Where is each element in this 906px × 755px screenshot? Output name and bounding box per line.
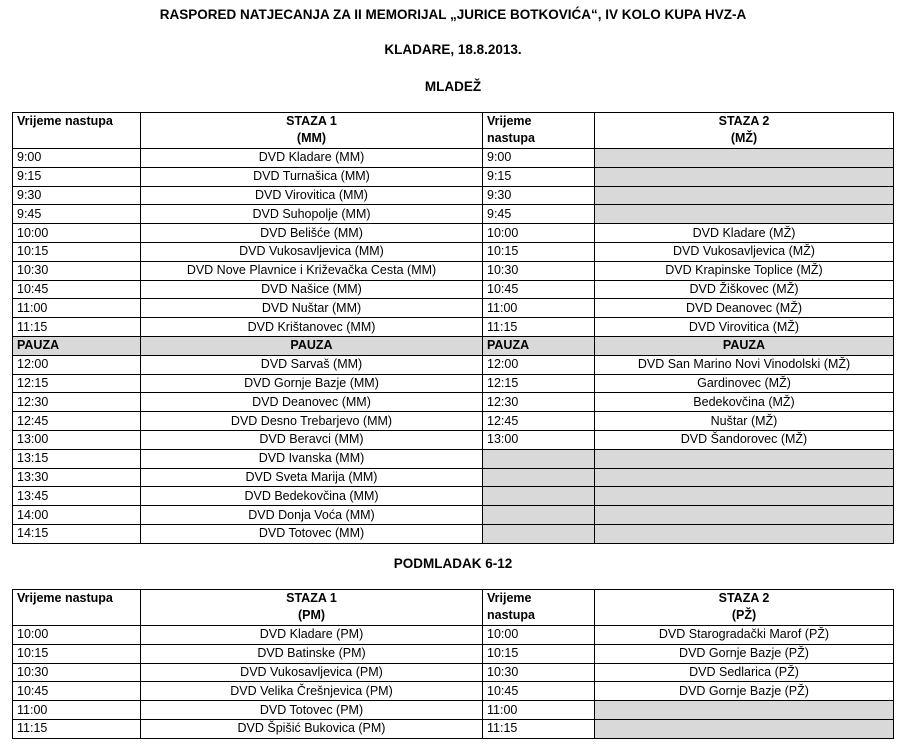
time-cell-track-1: 9:15 — [13, 167, 141, 186]
team-cell-track-2: DVD Sedlarica (PŽ) — [595, 663, 894, 682]
team-cell-track-1: PAUZA — [141, 336, 483, 355]
pause-row — [13, 336, 894, 355]
table-row — [13, 280, 894, 299]
time-cell-track-1: 13:15 — [13, 449, 141, 468]
team-cell-track-2: DVD Gornje Bazje (PŽ) — [595, 682, 894, 701]
time-cell-track-2: 12:00 — [483, 355, 595, 374]
time-cell-track-1: 13:00 — [13, 430, 141, 449]
team-cell-track-2 — [595, 205, 894, 224]
time-cell-track-1: 13:45 — [13, 487, 141, 506]
team-cell-track-1: DVD Bedekovčina (MM) — [141, 487, 483, 506]
time-cell-track-2: 10:30 — [483, 663, 595, 682]
time-cell-track-1: 11:15 — [13, 719, 141, 738]
table-row — [13, 626, 894, 645]
table-header-row — [13, 590, 894, 626]
team-cell-track-2: DVD San Marino Novi Vinodolski (MŽ) — [595, 355, 894, 374]
time-cell-track-1: 11:00 — [13, 299, 141, 318]
team-cell-track-1: DVD Desno Trebarjevo (MM) — [141, 412, 483, 431]
time-cell-track-1: 10:15 — [13, 644, 141, 663]
table-row — [13, 412, 894, 431]
document-title: RASPORED NATJECANJA ZA II MEMORIJAL „JURICE BOTKOVIĆA“, IV KOLO KUPA HVZ-A — [159, 7, 747, 22]
time-cell-track-1: 12:00 — [13, 355, 141, 374]
time-cell-track-1: 14:00 — [13, 506, 141, 525]
header-track-2: STAZA 2 (PŽ) — [595, 590, 894, 626]
time-cell-track-2: 10:00 — [483, 224, 595, 243]
table-row — [13, 468, 894, 487]
time-cell-track-2: 11:15 — [483, 318, 595, 337]
team-cell-track-2 — [595, 449, 894, 468]
header-track-1: STAZA 1 (MM) — [141, 113, 483, 149]
table-row — [13, 524, 894, 543]
table-row — [13, 701, 894, 720]
table-row — [13, 374, 894, 393]
time-cell-track-2 — [483, 506, 595, 525]
section-title-podmladak: PODMLADAK 6-12 — [393, 556, 513, 571]
team-cell-track-2: DVD Deanovec (MŽ) — [595, 299, 894, 318]
team-cell-track-1: DVD Virovitica (MM) — [141, 186, 483, 205]
team-cell-track-1: DVD Totovec (MM) — [141, 524, 483, 543]
team-cell-track-2: Gardinovec (MŽ) — [595, 374, 894, 393]
time-cell-track-2 — [483, 468, 595, 487]
table-row — [13, 393, 894, 412]
header-track-1: STAZA 1 (PM) — [141, 590, 483, 626]
time-cell-track-1: 9:30 — [13, 186, 141, 205]
time-cell-track-2: 10:00 — [483, 626, 595, 645]
time-cell-track-1: PAUZA — [13, 336, 141, 355]
time-cell-track-1: 13:30 — [13, 468, 141, 487]
time-cell-track-2: 10:15 — [483, 242, 595, 261]
time-cell-track-2: 9:45 — [483, 205, 595, 224]
table-row — [13, 430, 894, 449]
team-cell-track-1: DVD Vukosavljevica (PM) — [141, 663, 483, 682]
table-row — [13, 355, 894, 374]
team-cell-track-1: DVD Beravci (MM) — [141, 430, 483, 449]
team-cell-track-1: DVD Gornje Bazje (MM) — [141, 374, 483, 393]
time-cell-track-2 — [483, 449, 595, 468]
team-cell-track-1: DVD Vukosavljevica (MM) — [141, 242, 483, 261]
table-row — [13, 719, 894, 738]
time-cell-track-2: 9:15 — [483, 167, 595, 186]
time-cell-track-1: 10:00 — [13, 224, 141, 243]
table-row — [13, 242, 894, 261]
team-cell-track-1: DVD Sveta Marija (MM) — [141, 468, 483, 487]
team-cell-track-1: DVD Špišić Bukovica (PM) — [141, 719, 483, 738]
table-row — [13, 149, 894, 168]
team-cell-track-1: DVD Velika Črešnjevica (PM) — [141, 682, 483, 701]
time-cell-track-2: 10:15 — [483, 644, 595, 663]
header-time-1: Vrijeme nastupa — [13, 590, 141, 626]
team-cell-track-1: DVD Donja Voća (MM) — [141, 506, 483, 525]
table-row — [13, 186, 894, 205]
team-cell-track-1: DVD Našice (MM) — [141, 280, 483, 299]
header-time-2: Vrijeme nastupa — [483, 113, 595, 149]
table-row — [13, 506, 894, 525]
team-cell-track-1: DVD Batinske (PM) — [141, 644, 483, 663]
team-cell-track-2 — [595, 701, 894, 720]
time-cell-track-1: 14:15 — [13, 524, 141, 543]
team-cell-track-2 — [595, 487, 894, 506]
team-cell-track-2: DVD Kladare (MŽ) — [595, 224, 894, 243]
time-cell-track-1: 10:45 — [13, 682, 141, 701]
team-cell-track-2: DVD Krapinske Toplice (MŽ) — [595, 261, 894, 280]
time-cell-track-1: 12:15 — [13, 374, 141, 393]
team-cell-track-1: DVD Krištanovec (MM) — [141, 318, 483, 337]
header-time-1: Vrijeme nastupa — [13, 113, 141, 149]
team-cell-track-2 — [595, 506, 894, 525]
team-cell-track-2 — [595, 524, 894, 543]
team-cell-track-1: DVD Nove Plavnice i Križevačka Cesta (MM) — [141, 261, 483, 280]
time-cell-track-2: 12:30 — [483, 393, 595, 412]
time-cell-track-1: 11:00 — [13, 701, 141, 720]
time-cell-track-2: 10:30 — [483, 261, 595, 280]
table-row — [13, 224, 894, 243]
team-cell-track-2: Bedekovčina (MŽ) — [595, 393, 894, 412]
team-cell-track-1: DVD Turnašica (MM) — [141, 167, 483, 186]
team-cell-track-2: DVD Starogradački Marof (PŽ) — [595, 626, 894, 645]
team-cell-track-2: DVD Šandorovec (MŽ) — [595, 430, 894, 449]
team-cell-track-2 — [595, 167, 894, 186]
time-cell-track-1: 10:30 — [13, 663, 141, 682]
team-cell-track-1: DVD Ivanska (MM) — [141, 449, 483, 468]
time-cell-track-2: 11:00 — [483, 701, 595, 720]
table-header-row — [13, 113, 894, 149]
section-title-mladez: MLADEŽ — [424, 79, 482, 94]
header-time-2: Vrijeme nastupa — [483, 590, 595, 626]
team-cell-track-2: PAUZA — [595, 336, 894, 355]
team-cell-track-2: DVD Gornje Bazje (PŽ) — [595, 644, 894, 663]
table-row — [13, 449, 894, 468]
team-cell-track-2 — [595, 149, 894, 168]
schedule-table-mladez — [12, 112, 894, 544]
team-cell-track-2: Nuštar (MŽ) — [595, 412, 894, 431]
team-cell-track-2: DVD Virovitica (MŽ) — [595, 318, 894, 337]
time-cell-track-2: 9:00 — [483, 149, 595, 168]
team-cell-track-1: DVD Totovec (PM) — [141, 701, 483, 720]
table-row — [13, 663, 894, 682]
time-cell-track-2: 9:30 — [483, 186, 595, 205]
table-row — [13, 487, 894, 506]
team-cell-track-1: DVD Belišće (MM) — [141, 224, 483, 243]
table-row — [13, 682, 894, 701]
team-cell-track-2 — [595, 186, 894, 205]
time-cell-track-2: 10:45 — [483, 682, 595, 701]
team-cell-track-1: DVD Kladare (MM) — [141, 149, 483, 168]
time-cell-track-1: 10:15 — [13, 242, 141, 261]
time-cell-track-1: 12:30 — [13, 393, 141, 412]
table-row — [13, 644, 894, 663]
table-row — [13, 261, 894, 280]
table-row — [13, 205, 894, 224]
team-cell-track-1: DVD Sarvaš (MM) — [141, 355, 483, 374]
time-cell-track-2 — [483, 487, 595, 506]
team-cell-track-2: DVD Žiškovec (MŽ) — [595, 280, 894, 299]
team-cell-track-2 — [595, 468, 894, 487]
time-cell-track-2: 13:00 — [483, 430, 595, 449]
time-cell-track-1: 11:15 — [13, 318, 141, 337]
team-cell-track-2: DVD Vukosavljevica (MŽ) — [595, 242, 894, 261]
time-cell-track-1: 10:45 — [13, 280, 141, 299]
time-cell-track-2: 12:15 — [483, 374, 595, 393]
time-cell-track-2: 10:45 — [483, 280, 595, 299]
team-cell-track-2 — [595, 719, 894, 738]
table-row — [13, 167, 894, 186]
time-cell-track-1: 10:30 — [13, 261, 141, 280]
schedule-table-podmladak — [12, 589, 894, 739]
team-cell-track-1: DVD Suhopolje (MM) — [141, 205, 483, 224]
time-cell-track-2 — [483, 524, 595, 543]
time-cell-track-1: 9:45 — [13, 205, 141, 224]
time-cell-track-2: 12:45 — [483, 412, 595, 431]
time-cell-track-2: PAUZA — [483, 336, 595, 355]
document-subtitle: KLADARE, 18.8.2013. — [384, 42, 522, 57]
time-cell-track-1: 12:45 — [13, 412, 141, 431]
header-track-2: STAZA 2 (MŽ) — [595, 113, 894, 149]
table-row — [13, 299, 894, 318]
time-cell-track-1: 10:00 — [13, 626, 141, 645]
team-cell-track-1: DVD Deanovec (MM) — [141, 393, 483, 412]
table-row — [13, 318, 894, 337]
time-cell-track-2: 11:15 — [483, 719, 595, 738]
team-cell-track-1: DVD Kladare (PM) — [141, 626, 483, 645]
time-cell-track-1: 9:00 — [13, 149, 141, 168]
time-cell-track-2: 11:00 — [483, 299, 595, 318]
team-cell-track-1: DVD Nuštar (MM) — [141, 299, 483, 318]
